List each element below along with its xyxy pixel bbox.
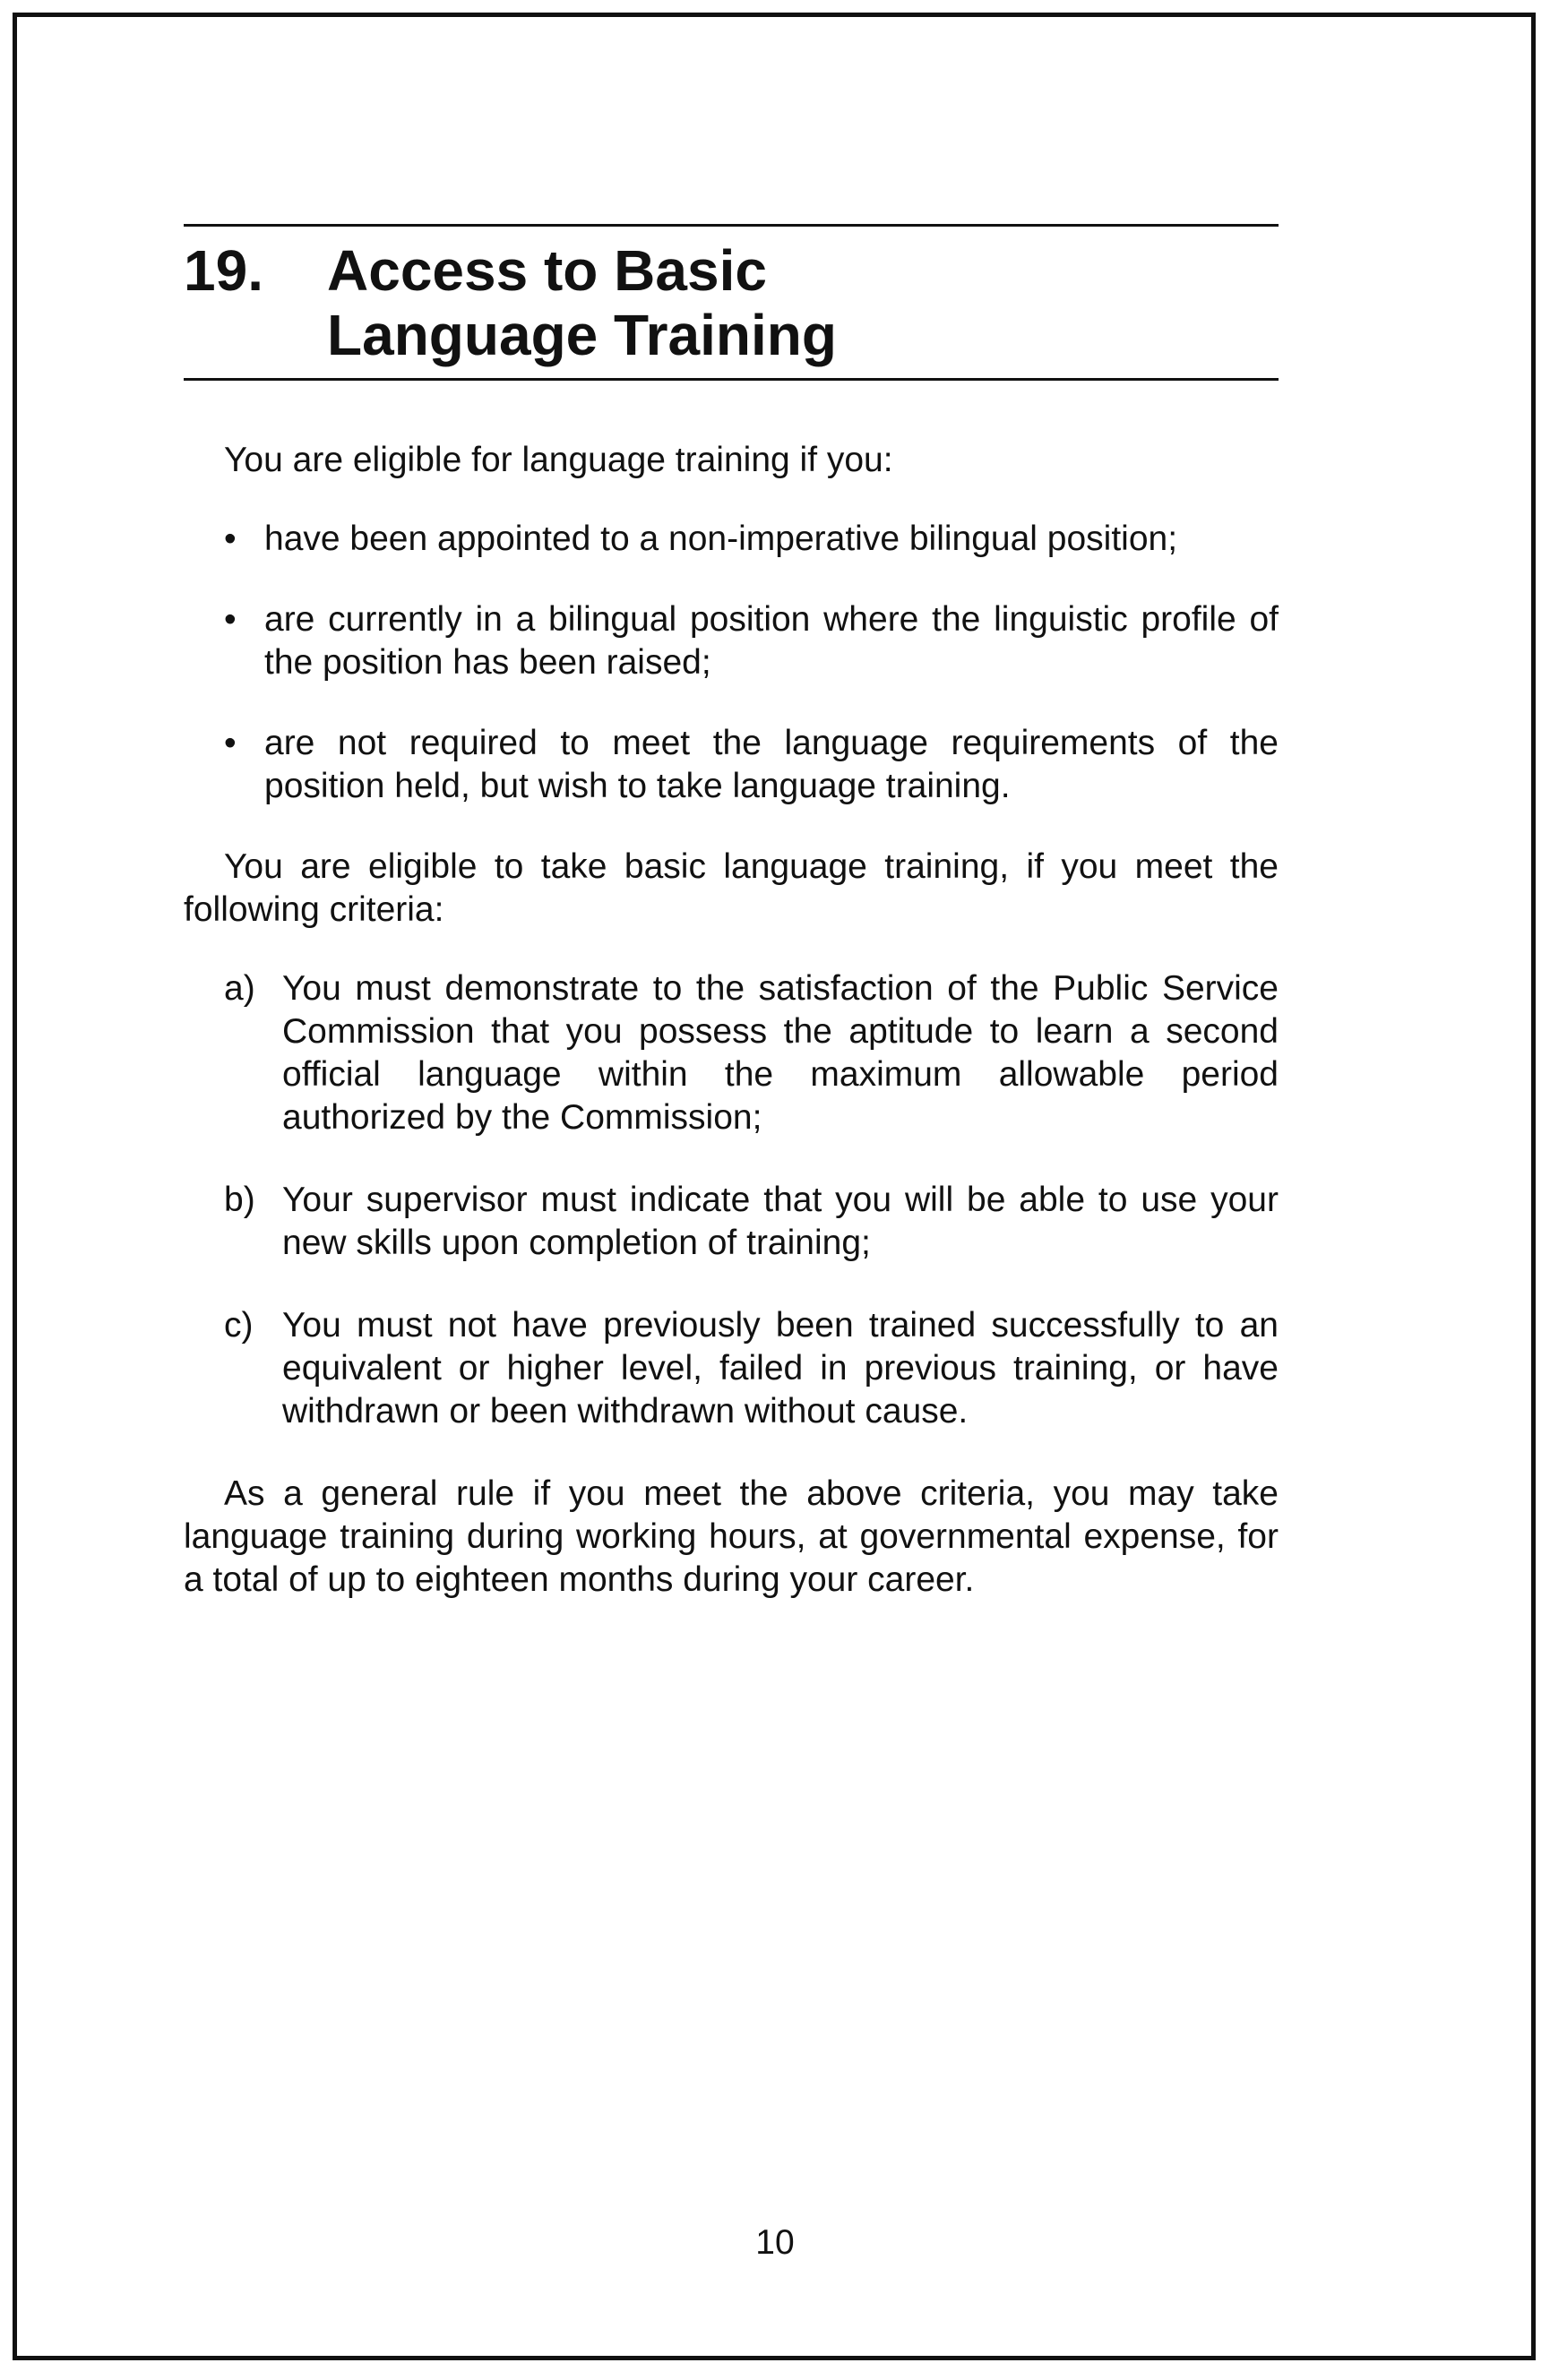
heading-rule-bottom	[184, 378, 1279, 381]
eligibility-item-text: are not required to meet the language requirements of the position held, but wish to take language training.	[264, 724, 1279, 805]
closing-paragraph: As a general rule if you meet the above criteria, you may take language training during working hours, at governmental expense, for a total of up to eighteen months during your career.	[184, 1474, 1279, 1599]
section-number: 19.	[184, 238, 263, 303]
bullet-icon: •	[224, 520, 237, 558]
criteria-item	[224, 967, 1279, 1139]
eligibility-list	[184, 518, 1279, 808]
criteria-item	[224, 1179, 1279, 1265]
heading-rule-top	[184, 224, 1279, 227]
eligibility-item	[224, 722, 1279, 808]
page-number: 10	[755, 2223, 795, 2262]
section-title-line-1: Access to Basic	[327, 238, 767, 303]
criteria-text: Your supervisor must indicate that you will be able to use your new skills upon completion of training;	[282, 1181, 1279, 1262]
bullet-icon: •	[224, 600, 237, 639]
eligibility-item	[224, 598, 1279, 684]
eligibility-intro: You are eligible for language training if you:	[224, 441, 893, 479]
eligibility-item-text: are currently in a bilingual position where the linguistic profile of the position has been raised;	[264, 600, 1279, 682]
eligibility-item	[224, 518, 1279, 561]
criteria-list	[184, 967, 1279, 1433]
section-heading	[184, 224, 1279, 376]
criteria-intro: You are eligible to take basic language training, if you meet the following criteria:	[184, 847, 1279, 929]
criteria-letter: a)	[224, 969, 255, 1008]
criteria-text: You must demonstrate to the satisfaction of the Public Service Commission that you possess the aptitude to learn a second official language within the maximum allowable period authorized by the Commission;	[282, 969, 1279, 1137]
page-content	[184, 224, 1279, 1602]
section-title-line-2: Language Training	[327, 303, 837, 367]
criteria-text: You must not have previously been trained successfully to an equivalent or higher level, failed in previous training, or have withdrawn or been withdrawn without cause.	[282, 1306, 1279, 1431]
eligibility-item-text: have been appointed to a non-imperative bilingual position;	[264, 520, 1178, 558]
criteria-item	[224, 1304, 1279, 1433]
criteria-letter: c)	[224, 1306, 254, 1345]
criteria-letter: b)	[224, 1181, 255, 1219]
section-title	[327, 238, 1133, 367]
bullet-icon: •	[224, 724, 237, 762]
